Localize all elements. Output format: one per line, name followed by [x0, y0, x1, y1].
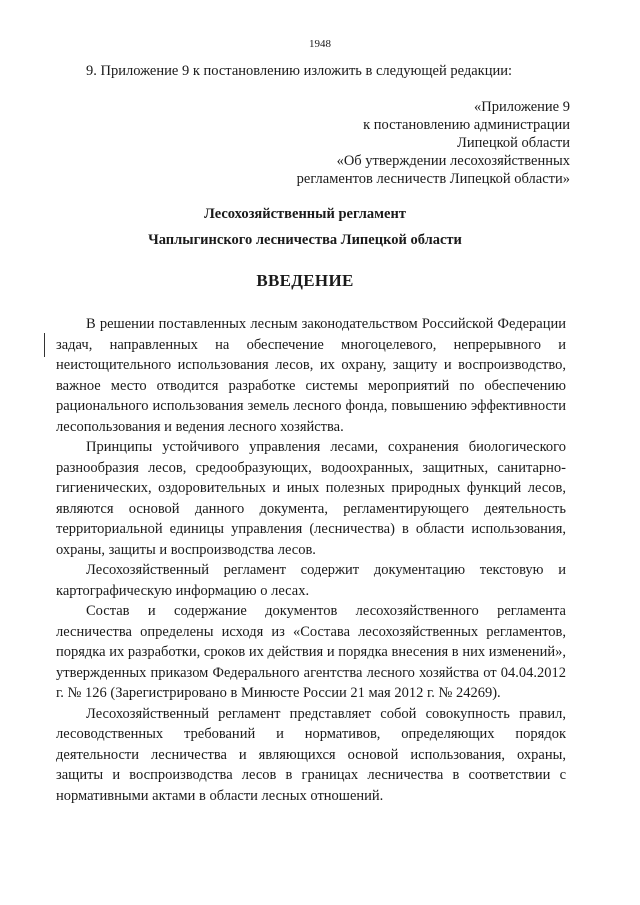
- paragraph: В решении поставленных лесным законодательством Российской Федерации задач, направленных на обеспечение многоцелевого, непрерывного и неистощительного использования лесов, их охрану, защиту и воспроизводство, важное место отводится разработке системы мероприятий по обеспечению рационального использования земель лесного фонда, повышению эффективности лесопользования и ведения лесного хозяйства.: [56, 316, 566, 435]
- intro-line: 9. Приложение 9 к постановлению изложить в следующей редакции:: [86, 63, 513, 79]
- page-number: 1948: [309, 38, 331, 50]
- appendix-line: к постановлению администрации: [363, 117, 570, 133]
- appendix-line: «Приложение 9: [474, 99, 570, 115]
- paragraph: Принципы устойчивого управления лесами, сохранения биологического разнообразия лесов, средообразующих, водоохранных, защитных, санитарно-гигиенических, оздоровительных и иных полезных природных функций лесов, являются основой данного документа, регламентирующего деятельность территориальной единицы управления (лесничества) в области использования, охраны, защиты и воспроизводства лесов.: [56, 439, 566, 558]
- title-line: Чаплыгинского лесничества Липецкой области: [148, 232, 462, 248]
- paragraph: Лесохозяйственный регламент содержит документацию текстовую и картографическую информацию о лесах.: [56, 562, 566, 599]
- margin-mark: [44, 333, 45, 357]
- appendix-line: «Об утверждении лесохозяйственных: [336, 153, 570, 169]
- body-text: [56, 314, 566, 806]
- paragraph: Лесохозяйственный регламент представляет собой совокупность правил, лесоводственных требований и нормативов, определяющих порядок деятельности лесничества и являющихся основой использования, охраны, защиты и воспроизводства лесов в границах лесничества в соответствии с нормативными актами в области лесных отношений.: [56, 705, 566, 804]
- appendix-line: Липецкой области: [457, 135, 570, 151]
- paragraph: Состав и содержание документов лесохозяйственного регламента лесничества определены исходя из «Состава лесохозяйственных регламентов, порядка их разработки, сроков их действия и порядка внесения в них изменений», утвержденных приказом Федерального агентства лесного хозяйства от 04.04.2012 г. № 126 (Зарегистрировано в Минюсте России 21 мая 2012 г. № 24269).: [56, 603, 566, 701]
- section-heading: ВВЕДЕНИЕ: [256, 271, 354, 290]
- title-line: Лесохозяйственный регламент: [204, 206, 406, 222]
- appendix-block: [297, 98, 570, 188]
- appendix-line: регламентов лесничеств Липецкой области»: [296, 171, 570, 187]
- document-title: [0, 202, 610, 252]
